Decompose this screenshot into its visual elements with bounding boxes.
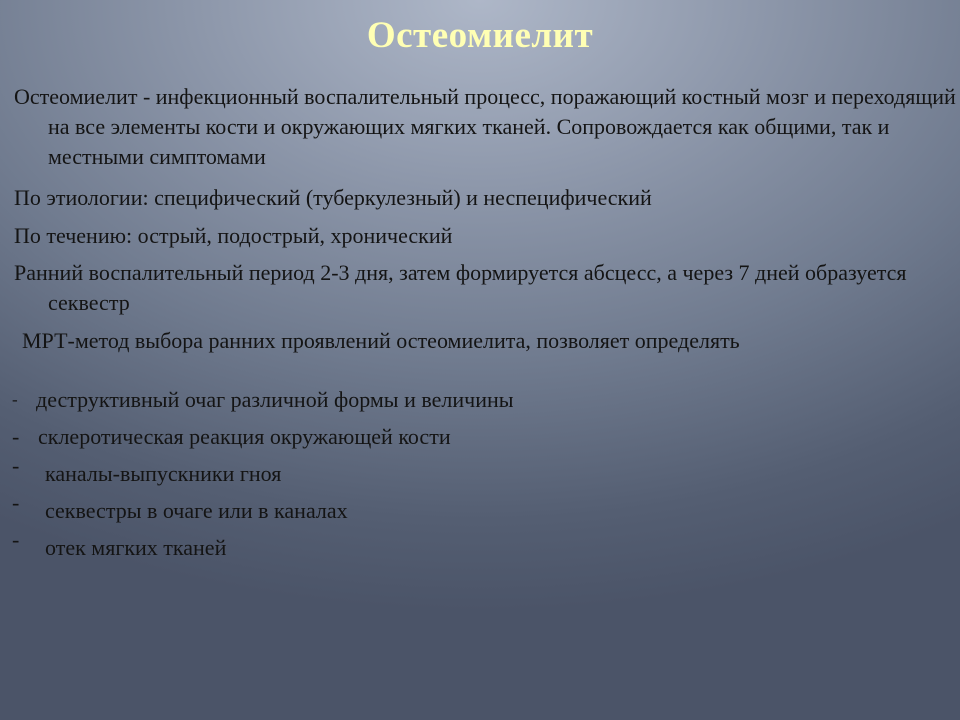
paragraph-course: По течению: острый, подострый, хронический — [14, 223, 453, 248]
list-item-text: отек мягких тканей — [45, 535, 227, 560]
paragraph-etiology: По этиологии: специфический (туберкулезный) и неспецифический — [14, 185, 652, 210]
list-item-text: секвестры в очаге или в каналах — [45, 498, 348, 523]
paragraph-definition: Остеомиелит - инфекционный воспалительный процесс, поражающий костный мозг и переходящий на все элементы кости и окружающих мягких тканей. Сопровождается как общими, так и местными симптомами — [14, 84, 956, 169]
list-dash: - — [12, 490, 20, 515]
list-item-text: каналы-выпускники гноя — [45, 461, 282, 486]
list-item-text: деструктивный очаг различной формы и величины — [36, 387, 514, 412]
paragraph-mri: МРТ-метод выбора ранних проявлений остеомиелита, позволяет определять — [22, 328, 740, 353]
slide-title: Остеомиелит — [366, 15, 594, 56]
paragraph-period: Ранний воспалительный период 2-3 дня, затем формируется абсцесс, а через 7 дней образуется секвестр — [14, 260, 907, 315]
list-dash: - — [12, 527, 20, 552]
list-dash: - — [12, 453, 20, 478]
list-item-text: склеротическая реакция окружающей кости — [38, 424, 451, 449]
list-dash: - — [12, 390, 18, 409]
list-dash: - — [12, 424, 20, 449]
